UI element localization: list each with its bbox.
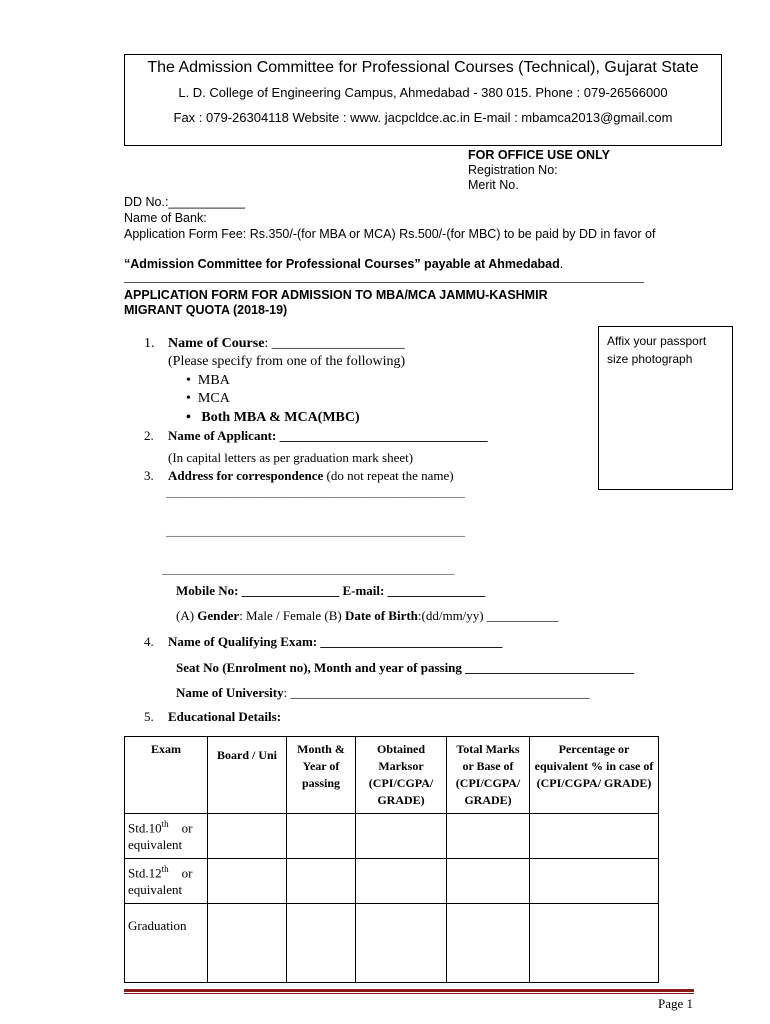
address-blank-2: ______________________________________________ <box>166 523 465 538</box>
header-total: Total Marks or Base of (CPI/CGPA/ GRADE) <box>447 737 530 814</box>
table-header-row <box>125 737 659 814</box>
education-table <box>124 736 659 983</box>
cell[interactable] <box>208 814 287 859</box>
cell[interactable] <box>287 814 356 859</box>
header-board: Board / Uni <box>208 737 287 814</box>
course-note: (Please specify from one of the following) <box>168 354 406 369</box>
bank-name: Name of Bank: <box>124 211 207 225</box>
university-label: Name of University <box>176 685 284 700</box>
table-row <box>125 859 659 904</box>
page-number: Page 1 <box>658 996 694 1011</box>
course-label: Name of Course <box>168 336 265 351</box>
footer-rule <box>124 989 694 992</box>
item-number-5: 5. <box>144 709 154 724</box>
qualifying-exam: Name of Qualifying Exam: ____________________________ <box>168 634 503 649</box>
dob-label: Date of Birth <box>344 608 418 623</box>
exam-cell-std10: Std.10th or equivalent <box>125 814 208 859</box>
gender-dob-line: (A) Gender: Male / Female (B) Date of Birth:(dd/mm/yy) ___________ <box>176 608 559 623</box>
cell[interactable] <box>287 904 356 983</box>
course-blank: : ___________________ <box>264 336 405 351</box>
bullet-icon: • <box>186 391 191 406</box>
table-row <box>125 814 659 859</box>
gender-label: Gender <box>197 608 240 623</box>
bullet-icon: • <box>186 373 191 388</box>
form-title <box>124 288 548 318</box>
header-obtained: Obtained Marksor (CPI/CGPA/ GRADE) <box>356 737 447 814</box>
cell[interactable] <box>356 859 447 904</box>
office-use-block <box>468 148 610 193</box>
header-percentage: Percentage or equivalent % in case of (CPI/CGPA/ GRADE) <box>530 737 659 814</box>
photo-text: Affix your passport size photograph <box>607 334 707 366</box>
header-contact: Fax : 079-26304118 Website : www. jacpcldce.ac.in E-mail : mbamca2013@gmail.com <box>173 110 673 125</box>
applicant-note: (In capital letters as per graduation mark sheet) <box>168 450 414 465</box>
table-row <box>125 904 659 983</box>
divider <box>124 282 644 283</box>
form-title-line1: APPLICATION FORM FOR ADMISSION TO MBA/MCA JAMMU-KASHMIR <box>124 288 548 302</box>
address-note: (do not repeat the name) <box>323 468 454 483</box>
registration-no: Registration No: <box>468 163 558 177</box>
cell[interactable] <box>447 904 530 983</box>
cell[interactable] <box>530 859 659 904</box>
address-label: Address for correspondence <box>168 468 324 483</box>
cell[interactable] <box>208 904 287 983</box>
option-mbc: • Both MBA & MCA(MBC) <box>186 410 360 425</box>
cell[interactable] <box>447 859 530 904</box>
mobile-email-line: Mobile No: _______________ E-mail: _______________ <box>176 583 486 598</box>
cell[interactable] <box>208 859 287 904</box>
payment-block <box>124 194 655 242</box>
office-heading: FOR OFFICE USE ONLY <box>468 148 610 162</box>
header-box <box>124 54 722 146</box>
cell[interactable] <box>287 859 356 904</box>
seat-no-line: Seat No (Enrolment no), Month and year of passing __________________________ <box>176 660 635 675</box>
favor-bold: “Admission Committee for Professional Courses” payable at Ahmedabad <box>124 257 560 271</box>
header-month-year: Month & Year of passing <box>287 737 356 814</box>
address-line <box>168 468 454 484</box>
favor-text <box>124 257 563 271</box>
exam-cell-std12: Std.12th or equivalent <box>125 859 208 904</box>
header-title: The Admission Committee for Professional Courses (Technical), Gujarat State <box>147 59 699 76</box>
bullet-icon: • <box>186 410 191 425</box>
cell[interactable] <box>447 814 530 859</box>
footer-rule-thin <box>124 993 694 994</box>
cell[interactable] <box>530 904 659 983</box>
item-number-1: 1. <box>144 336 155 351</box>
cell[interactable] <box>356 814 447 859</box>
cell[interactable] <box>356 904 447 983</box>
course-line <box>168 335 405 353</box>
address-blank-1: ______________________________________________ <box>166 484 465 499</box>
option-mba: • MBA <box>186 373 230 388</box>
educational-details-label: Educational Details: <box>168 709 282 724</box>
item-number-4: 4. <box>144 634 154 649</box>
applicant-line: Name of Applicant: ________________________________ <box>168 428 488 443</box>
header-exam: Exam <box>125 737 208 814</box>
fee-text: Application Form Fee: Rs.350/-(for MBA or MCA) Rs.500/-(for MBC) to be paid by DD in favor of <box>124 227 656 241</box>
header-address: L. D. College of Engineering Campus, Ahmedabad - 380 015. Phone : 079-26566000 <box>178 85 668 100</box>
item-number-2: 2. <box>144 428 154 443</box>
form-title-line2: MIGRANT QUOTA (2018-19) <box>124 303 288 317</box>
cell[interactable] <box>530 814 659 859</box>
item-number-3: 3. <box>144 468 154 483</box>
option-mca: • MCA <box>186 391 230 406</box>
photo-box <box>598 326 733 490</box>
exam-cell-graduation: Graduation <box>125 904 208 983</box>
merit-no: Merit No. <box>468 178 519 192</box>
university-line: Name of University: ______________________________________________ <box>176 685 590 700</box>
favor-end: . <box>559 257 564 271</box>
dd-no: DD No.:___________ <box>124 195 245 209</box>
address-blank-3: _____________________________________________ <box>162 561 455 576</box>
